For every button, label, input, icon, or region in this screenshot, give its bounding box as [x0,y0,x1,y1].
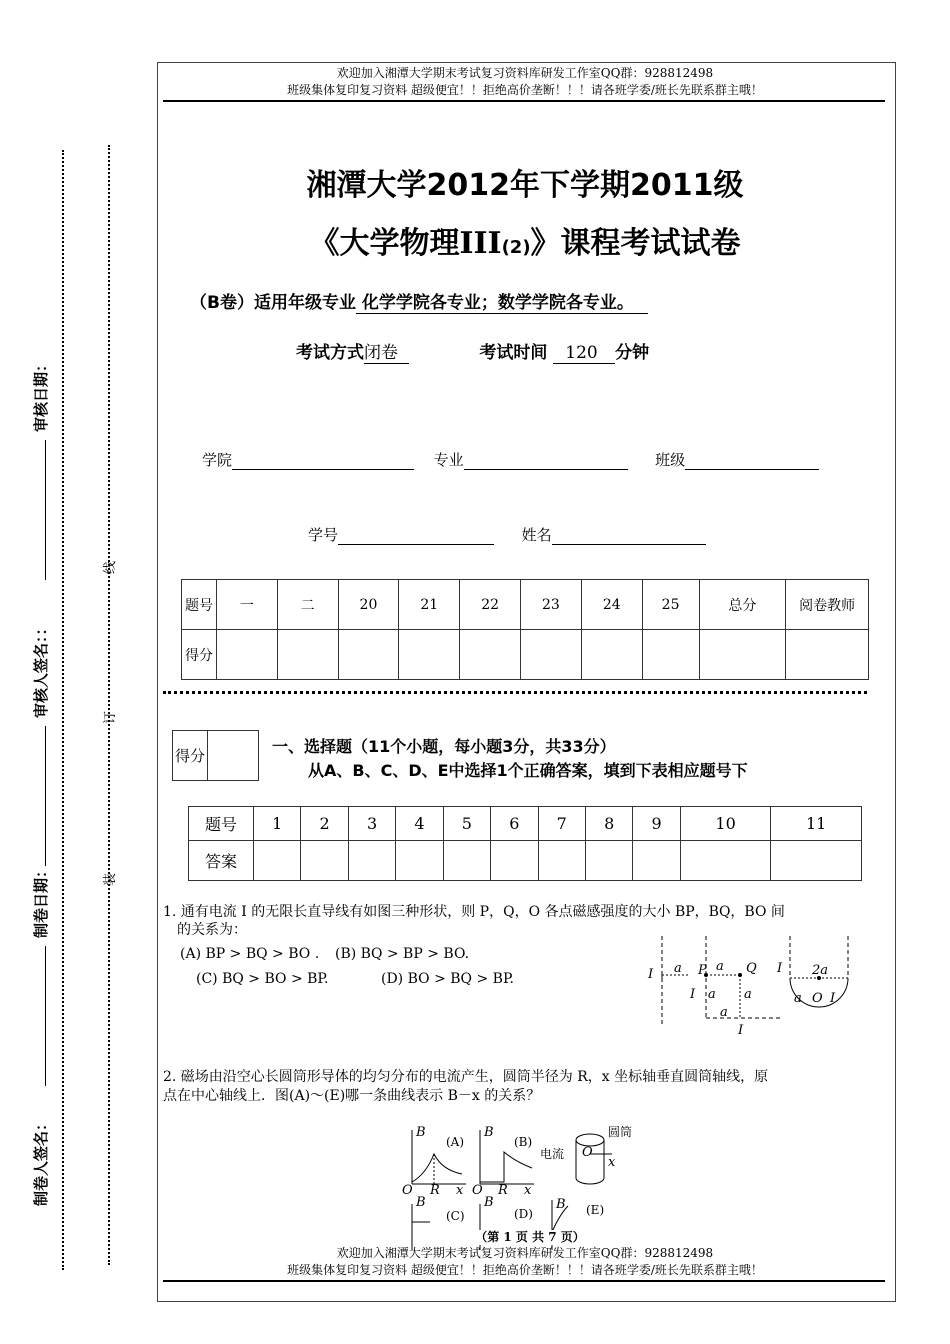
q1-option-c: (C) BQ > BO > BP. [196,971,329,987]
header-line-1: 欢迎加入湘潭大学期末考试复习资料库研发工作室QQ群：928812498 [336,66,714,80]
auditor-label: 审核人签名：： [32,620,50,718]
answer-col: 5 [443,807,490,841]
score-col: 21 [399,580,460,630]
page-number: （第 1 页 共 7 页） [460,1230,600,1245]
q1-label-a: a [674,961,682,976]
score-cell[interactable] [338,630,399,680]
answer-cell[interactable] [301,841,348,881]
answer-cell[interactable] [538,841,585,881]
maker-label: 制卷人签名： [32,1115,50,1206]
section-divider [163,691,867,694]
q2-tube-bottom [576,1178,604,1184]
info-row-1: 学院 专业 班级 [202,449,819,470]
audit-date-line [45,440,46,580]
college-field[interactable] [232,453,414,470]
score-col: 20 [338,580,399,630]
score-col: 23 [521,580,582,630]
answer-table-header: 题号 [189,807,254,841]
binding-dotted-line-outer [62,150,64,1270]
score-table-header: 题号 [182,580,217,630]
answer-col: 3 [348,807,395,841]
info-row-2: 学号 姓名 [308,524,706,545]
answer-col: 4 [396,807,443,841]
audit-date-label: 审核日期： [32,356,50,432]
q2-current-label: 电流 [540,1147,565,1161]
make-date-label: 制卷日期： [32,862,50,938]
section1-instruction: 从A、B、C、D、E中选择1个正确答案，填到下表相应题号下 [308,761,748,780]
score-cell[interactable] [460,630,521,680]
footer-rule [163,1280,885,1282]
q2-b-o-label: O [472,1183,483,1198]
score-col: 二 [277,580,338,630]
answer-col: 9 [633,807,680,841]
score-cell[interactable] [521,630,582,680]
q1-label-a: a [716,959,724,974]
header-line-2: 班级集体复印复习资料 超级便宜！！拒绝高价垄断！！！请各班学委/班长先联系群主哦！ [287,83,763,97]
footer-line-2: 班级集体复印复习资料 超级便宜！！拒绝高价垄断！！！请各班学委/班长先联系群主哦！ [287,1263,763,1277]
answer-col: 7 [538,807,585,841]
answer-col: 1 [254,807,301,841]
q1-label-i: I [830,991,836,1006]
answer-cell[interactable] [633,841,680,881]
answer-cell[interactable] [680,841,771,881]
q2-tube-label: 圆筒 [608,1125,633,1139]
q1-label-a: a [720,1005,728,1020]
q1-option-a: (A) BP > BQ > BO . [180,946,320,962]
bind-ding: 订 [103,710,119,725]
score-cell[interactable] [399,630,460,680]
q2-tube-x-label: x [608,1155,616,1170]
bind-zhuang: 装 [103,872,119,887]
q1-label-o: O [812,991,823,1006]
answer-col: 8 [585,807,632,841]
q1-point-q [738,973,742,977]
paper-line: （B卷）适用年级专业 化学学院各专业；数学学院各专业。 [190,288,648,313]
q1-figure [640,930,870,1038]
q2-b-label: (B) [514,1135,533,1149]
q2-b-x-label: x [524,1183,532,1198]
score-col: 24 [581,580,642,630]
q2-e-label: (E) [586,1203,605,1217]
class-field[interactable] [685,453,819,470]
section1-score-label: 得分 [173,731,208,781]
score-col: 一 [216,580,277,630]
section1-score-box [172,730,259,781]
answer-col: 10 [680,807,771,841]
q1-option-b: (B) BQ > BP > BO. [335,946,470,962]
make-date-line [45,946,46,1086]
score-cell[interactable] [642,630,699,680]
q2-d-b-label: B [484,1195,494,1210]
answer-cell[interactable] [491,841,538,881]
q2-a-x-label: x [456,1183,464,1198]
q1-label-i: I [690,987,696,1002]
answer-cell[interactable] [396,841,443,881]
q1-option-d: (D) BO > BQ > BP. [381,971,514,987]
score-cell[interactable] [277,630,338,680]
q2-a-b-label: B [416,1125,426,1140]
q1-label-2a: 2a [812,963,829,978]
footer-line-1: 欢迎加入湘潭大学期末考试复习资料库研发工作室QQ群：928812498 [336,1246,714,1260]
q2-c-label: (C) [446,1209,465,1223]
header-rule [163,100,885,102]
q1-label-a: a [744,987,752,1002]
answer-cell[interactable] [771,841,862,881]
q2-a-label: (A) [446,1135,465,1149]
score-col: 22 [460,580,521,630]
answer-col: 2 [301,807,348,841]
score-cell[interactable] [216,630,277,680]
q2-c-b-label: B [416,1195,426,1210]
answer-cell[interactable] [443,841,490,881]
q1-label-i: I [648,967,654,982]
student-id-field[interactable] [338,528,494,545]
q2-text-2: 点在中心轴线上．图(A)～(E)哪一条曲线表示 B－x 的关系？ [163,1088,541,1104]
q2-text-1: 2. 磁场由沿空心长圆筒形导体的均匀分布的电流产生，圆筒半径为 R，x 坐标轴垂直圆筒轴线，原 [163,1069,769,1085]
binding-dotted-line-inner [108,145,110,1265]
score-col: 总分 [699,580,786,630]
q1-text-1: 1. 通有电流 I 的无限长直导线有如图三种形状，则 P，Q，O 各点磁感强度的大小 BP，BQ，BO 间 [163,904,785,920]
score-col: 阅卷教师 [786,580,869,630]
q2-a-curve [412,1154,462,1182]
q2-a-r-label: R [430,1183,440,1198]
q1-fig-wire-1 [662,936,688,1026]
q1-text-2: 的关系为： [177,922,247,938]
score-cell[interactable] [581,630,642,680]
answer-cell[interactable] [348,841,395,881]
course-title: 《大学物理III(2)》课程考试试卷 [309,226,741,261]
score-row-label: 得分 [182,630,217,680]
score-table [181,579,869,680]
exam-mode-line: 考试方式闭卷 考试时间 120 分钟 [296,343,650,363]
q2-b-r-label: R [498,1183,508,1198]
q2-b-curve [480,1152,532,1182]
score-cell[interactable] [699,630,786,680]
score-cell[interactable] [786,630,869,680]
q1-label-q: Q [746,961,757,976]
answer-col: 6 [491,807,538,841]
section1-score-cell[interactable] [208,731,259,781]
q1-label-a: a [708,987,716,1002]
q1-label-i: I [738,1023,744,1038]
score-col: 25 [642,580,699,630]
answer-row-label: 答案 [189,841,254,881]
major-field[interactable] [464,453,628,470]
q1-fig-wire-2 [706,936,780,1018]
q1-label-i: I [777,961,783,976]
bind-xian: 线 [103,560,119,575]
answer-table [188,806,862,881]
exam-title: 湘潭大学2012年下学期2011级 [306,168,744,203]
q2-tube-o-label: O [582,1145,593,1160]
answer-col: 11 [771,807,862,841]
q2-e-b-label: B [556,1197,566,1212]
name-field[interactable] [552,528,706,545]
section1-title: 一、选择题（11个小题，每小题3分，共33分） [272,737,616,756]
q2-a-o-label: O [402,1183,413,1198]
q2-d-label: (D) [514,1207,533,1221]
q1-label-a: a [794,991,802,1006]
auditor-line [45,726,46,866]
q1-label-p: P [698,963,707,978]
answer-cell[interactable] [585,841,632,881]
q2-b-b-label: B [484,1125,494,1140]
answer-cell[interactable] [254,841,301,881]
